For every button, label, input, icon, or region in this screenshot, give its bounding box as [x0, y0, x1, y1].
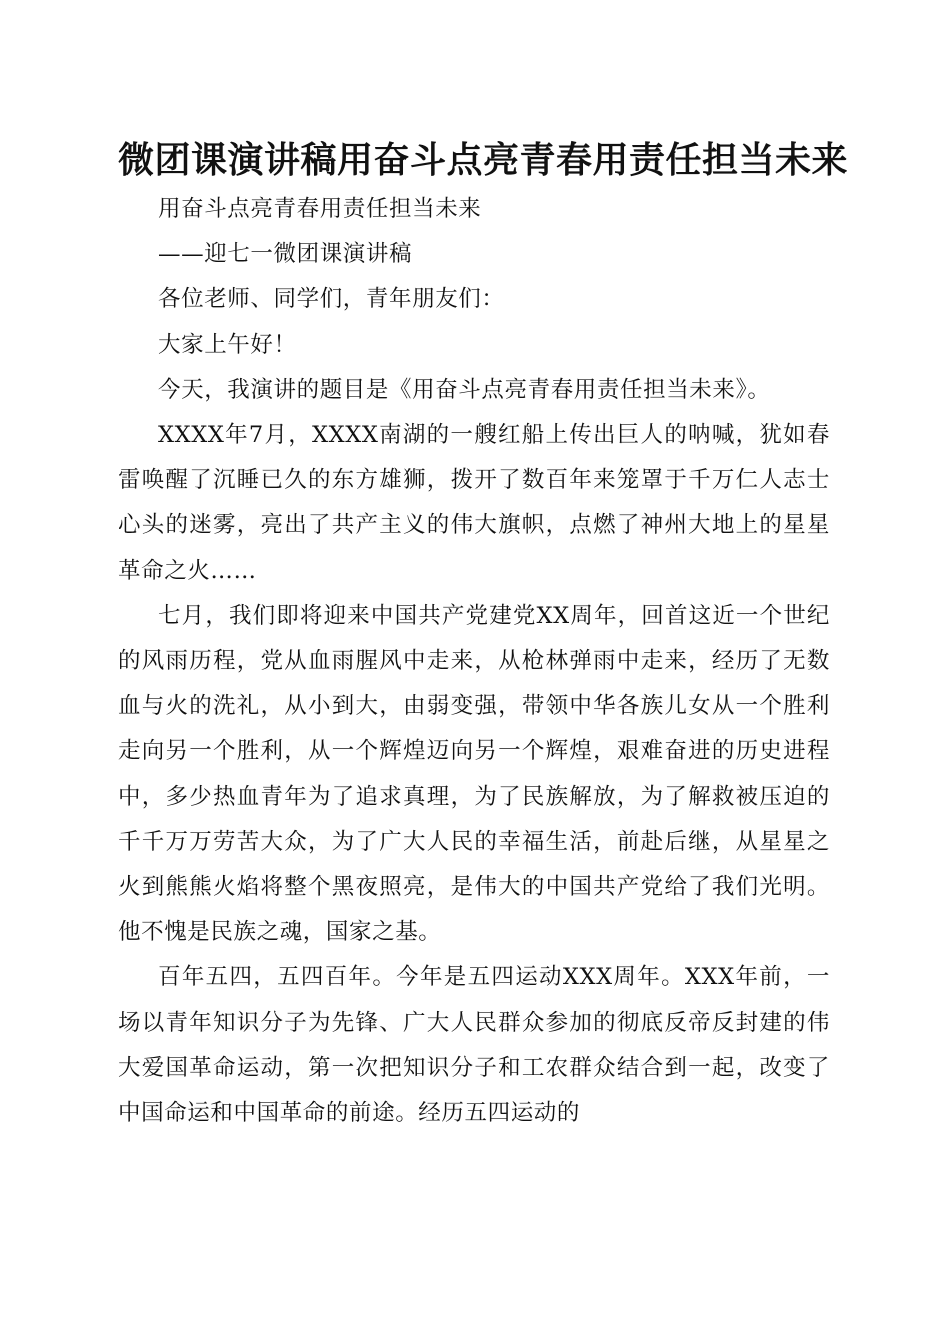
party-anniversary-paragraph: 七月，我们即将迎来中国共产党建党XX周年，回首这近一个世纪的风雨历程，党从血雨腥风中走来，从枪林弹雨中走来，经历了无数血与火的洗礼，从小到大，由弱变强，带领中华各族儿女从一个胜利走向另一个胜利，从一个辉煌迈向另一个辉煌，艰难奋进的历史进程中，多少热血青年为了追求真理，为了民族解放，为了解救被压迫的千千万万劳苦大众，为了广大人民的幸福生活，前赴后继，从星星之火到熊熊火焰将整个黑夜照亮，是伟大的中国共产党给了我们光明。他不愧是民族之魂，国家之基。 [118, 602, 830, 946]
document-body [118, 187, 830, 1136]
topic-paragraph: 今天，我演讲的题目是《用奋斗点亮青春用责任担当未来》。 [158, 376, 771, 403]
greeting-paragraph: 大家上午好！ [158, 331, 297, 358]
speech-title-line: 用奋斗点亮青春用责任担当未来 [158, 196, 482, 222]
salutation-paragraph: 各位老师、同学们，青年朋友们： [158, 286, 505, 313]
may-fourth-paragraph: 百年五四，五四百年。今年是五四运动XXX周年。XXX年前，一场以青年知识分子为先锋、广大人民群众参加的彻底反帝反封建的伟大爱国革命运动，第一次把知识分子和工农群众结合到一起，改变了中国命运和中国革命的前途。经历五四运动的 [118, 964, 830, 1127]
document-title: 微团课演讲稿用奋斗点亮青春用责任担当未来 [118, 139, 849, 181]
speech-subtitle-line: ——迎七一微团课演讲稿 [158, 241, 413, 268]
history-paragraph: XXXX年7月，XXXX南湖的一艘红船上传出巨人的呐喊，犹如春雷唤醒了沉睡已久的东方雄狮，拨开了数百年来笼罩于千万仁人志士心头的迷雾，亮出了共产主义的伟大旗帜，点燃了神州大地上的星星革命之火…… [118, 422, 830, 584]
